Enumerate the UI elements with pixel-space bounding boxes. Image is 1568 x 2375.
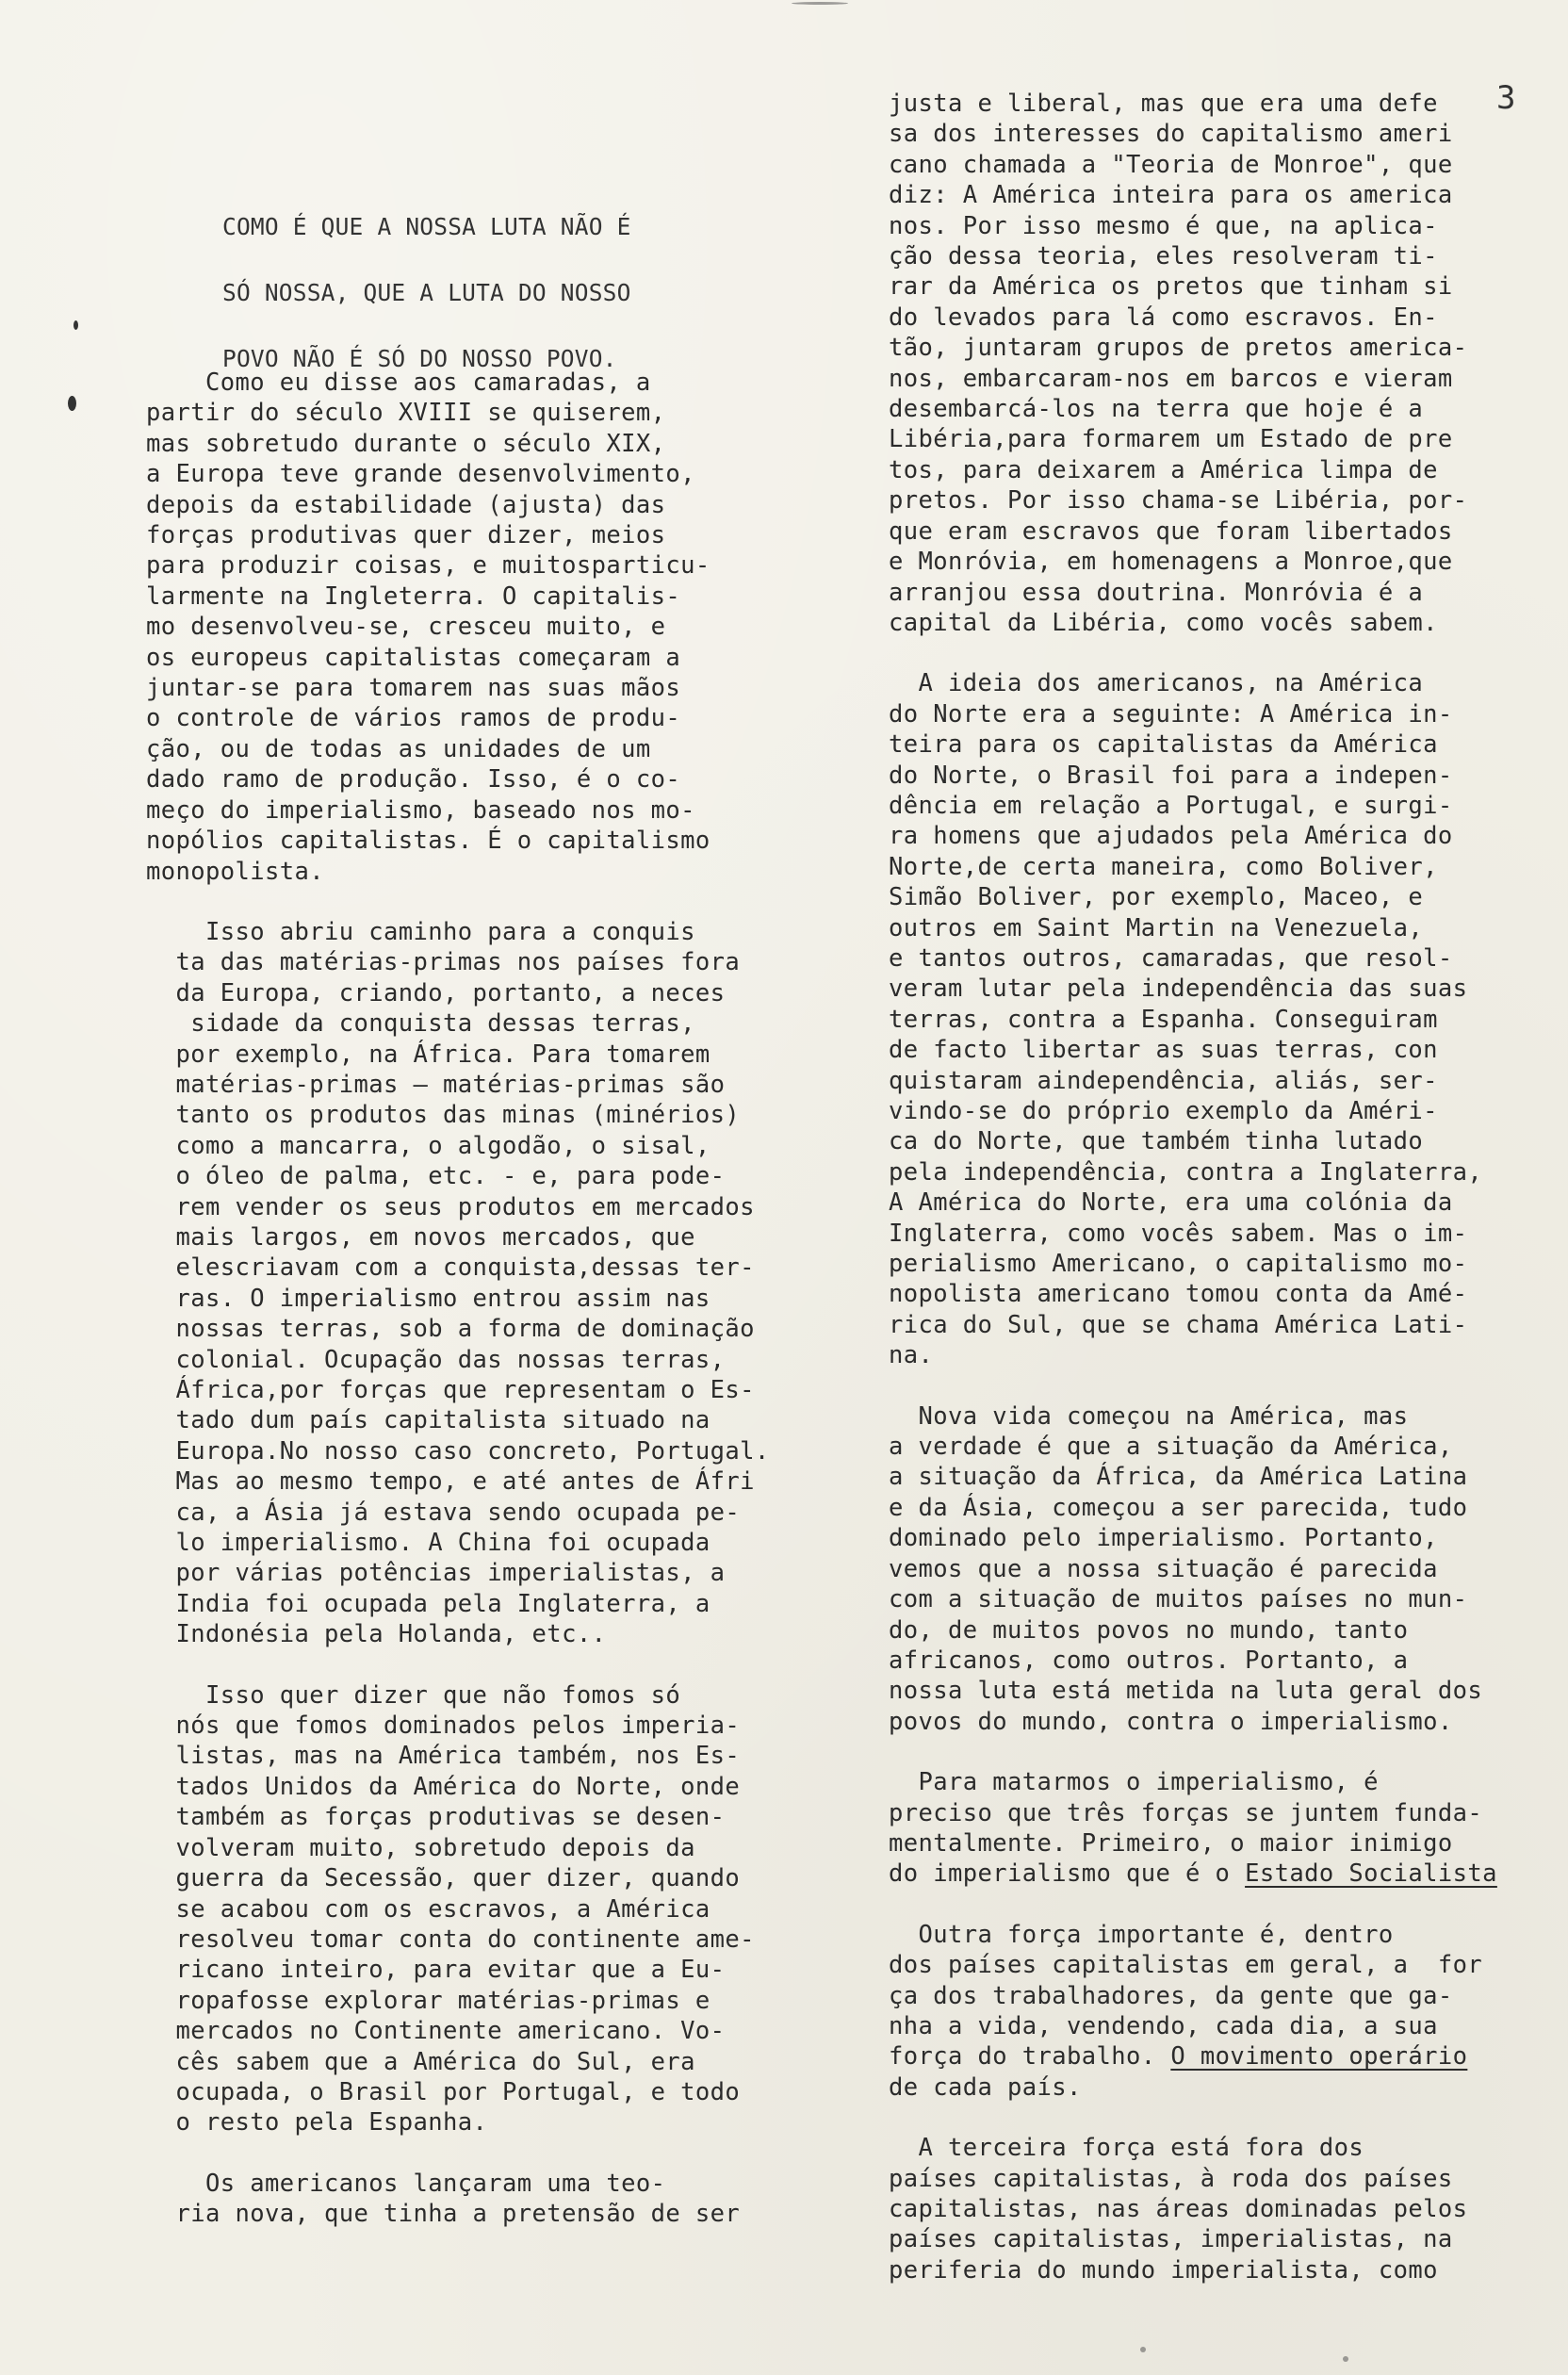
scan-mark [68,396,76,411]
text-line: nos. Por isso mesmo é que, na aplica- [829,211,1438,240]
text-line: ca do Norte, que também tinha lutado [829,1127,1424,1156]
text-line: preciso que três forças se juntem funda- [829,1798,1483,1827]
text-line: arranjou essa doutrina. Monróvia é a [829,578,1424,607]
text-line: tanto os produtos das minas (minérios) [146,1101,741,1130]
paragraph [829,1920,1527,2103]
text-line: tados Unidos da América do Norte, onde [146,1772,741,1801]
text-line: força do trabalho. O movimento operário [829,2042,1468,2072]
text-line: perialismo Americano, o capitalismo mo- [829,1250,1468,1279]
text-line: ocupada, o Brasil por Portugal, e todo [146,2077,741,2106]
text-line: Para matarmos o imperialismo, é [829,1768,1379,1797]
text-line: vemos que a nossa situação é parecida [829,1554,1438,1583]
text-line: guerra da Secessão, quer dizer, quando [146,1864,741,1893]
text-line: Simão Boliver, por exemplo, Maceo, e [829,883,1424,912]
text-line: com a situação de muitos países no mun- [829,1585,1468,1614]
text-line: Como eu disse aos camaradas, a [146,369,651,397]
text-line: ricano inteiro, para evitar que a Eu- [146,1956,726,1985]
text-line: Norte,de certa maneira, como Boliver, [829,852,1438,881]
text-line: cês sabem que a América do Sul, era [146,2047,695,2076]
text-line: listas, mas na América também, nos Es- [146,1742,741,1771]
text-line: forças produtivas quer dizer, meios [146,521,666,550]
text-line: a Europa teve grande desenvolvimento, [146,460,695,489]
text-line: India foi ocupada pela Inglaterra, a [146,1589,710,1618]
text-line: Outra força importante é, dentro [829,1920,1394,1949]
text-line: capitalistas, nas áreas dominadas pelos [829,2195,1468,2223]
text-line: nopolista americano tomou conta da Amé- [829,1280,1468,1309]
text-line: por várias potências imperialistas, a [146,1559,726,1588]
text-line: o óleo de palma, etc. - e, para pode- [146,1162,726,1191]
text-line: por exemplo, na África. Para tomarem [146,1040,710,1069]
text-line: pretos. Por isso chama-se Libéria, por- [829,486,1468,516]
text-line: a situação da África, da América Latina [829,1463,1468,1492]
text-line: monopolista. [146,857,325,886]
paragraph [146,2169,806,2230]
text-line: como a mancarra, o algodão, o sisal, [146,1131,710,1160]
text-line: nossas terras, sob a forma de dominação [146,1315,755,1344]
text-line: mais largos, em novos mercados, que [146,1222,695,1252]
text-line: África,por forças que representam o Es- [146,1376,755,1404]
title-line: POVO NÃO É SÓ DO NOSSO POVO. [222,345,617,372]
paragraph [146,1680,806,2138]
text-line: depois da estabilidade (ajusta) das [146,490,666,519]
text-line: tão, juntaram grupos de pretos america- [829,334,1468,363]
text-line: mas sobretudo durante o século XIX, [146,429,666,458]
text-line: tado dum país capitalista situado na [146,1406,710,1435]
text-line: elescriavam com a conquista,dessas ter- [146,1253,755,1283]
text-line: Isso quer dizer que não fomos só [146,1680,681,1710]
text-line: matérias-primas — matérias-primas são [146,1070,726,1099]
text-line: Isso abriu caminho para a conquis [146,917,695,946]
text-line: meço do imperialismo, baseado nos mo- [146,795,695,825]
paragraph [829,668,1527,1370]
paragraph [146,368,806,887]
text-line: ropafosse explorar matérias-primas e [146,1986,710,2015]
text-line: colonial. Ocupação das nossas terras, [146,1345,726,1374]
text-line: outros em Saint Martin na Venezuela, [829,913,1424,942]
text-line: do Norte era a seguinte: A América in- [829,699,1453,729]
text-line: Libéria,para formarem um Estado de pre [829,425,1453,454]
text-line: volveram muito, sobretudo depois da [146,1833,695,1862]
text-line: quistaram aindependência, aliás, ser- [829,1066,1438,1095]
underlined-phrase: O movimento operário [1170,2042,1468,2072]
text-line: rar da América os pretos que tinham si [829,272,1453,302]
text-line: ras. O imperialismo entrou assim nas [146,1284,710,1313]
text-line: Indonésia pela Holanda, etc.. [146,1620,607,1649]
text-line: rica do Sul, que se chama América Lati- [829,1310,1468,1339]
text-line: ça dos trabalhadores, da gente que ga- [829,1981,1453,2010]
text-line: Nova vida começou na América, mas [829,1401,1409,1431]
page-number: 3 [1496,79,1516,117]
text-line: vindo-se do próprio exemplo da Améri- [829,1097,1438,1125]
text-line: para produzir coisas, e muitosparticu- [146,551,710,581]
text-line: de facto libertar as suas terras, con [829,1036,1438,1065]
text-line: A ideia dos americanos, na América [829,669,1424,698]
text-line: diz: A América inteira para os america [829,181,1453,210]
text-line: mentalmente. Primeiro, o maior inimigo [829,1828,1453,1858]
text-line: e da Ásia, começou a ser parecida, tudo [829,1493,1468,1522]
scan-speck [1140,2347,1146,2352]
text-line: nha a vida, vendendo, cada dia, a sua [829,2011,1438,2040]
text-line: nossa luta está metida na luta geral dos [829,1677,1483,1706]
text-line: também as forças produtivas se desen- [146,1803,726,1832]
text-line: de cada país. [829,2072,1082,2102]
text-line: povos do mundo, contra o imperialismo. [829,1707,1453,1736]
text-line: do Norte, o Brasil foi para a indepen- [829,761,1453,790]
scan-speck [792,2,848,5]
text-line: rem vender os seus produtos em mercados [146,1192,755,1221]
text-line: mo desenvolveu-se, cresceu muito, e [146,613,666,642]
text-line: Inglaterra, como vocês sabem. Mas o im- [829,1219,1468,1248]
text-line: periferia do mundo imperialista, como [829,2255,1438,2285]
text-line: dência em relação a Portugal, e surgi- [829,791,1453,820]
paragraph [146,917,806,1650]
text-line: do levados para lá como escravos. En- [829,303,1438,332]
text-line: capital da Libéria, como vocês sabem. [829,608,1438,637]
text-line: na. [829,1341,934,1370]
text-line: larmente na Ingleterra. O capitalis- [146,581,681,611]
text-line: Os americanos lançaram uma teo- [146,2169,666,2198]
text-line: nopólios capitalistas. É o capitalismo [146,827,710,856]
right-column [829,89,1527,2285]
text-line: o resto pela Espanha. [146,2108,488,2138]
text-line: resolveu tomar conta do continente ame- [146,1925,755,1954]
text-line: da Europa, criando, portanto, a neces [146,978,726,1007]
text-line: veram lutar pela independência das suas [829,975,1468,1004]
text-line: o controle de vários ramos de produ- [146,704,681,733]
text-line: países capitalistas, imperialistas, na [829,2225,1453,2254]
text-line: cano chamada a "Teoria de Monroe", que [829,150,1453,179]
text-line: e Monróvia, em homenagens a Monroe,que [829,548,1453,577]
text-line: do, de muitos povos no mundo, tanto [829,1615,1409,1645]
text-line: lo imperialismo. A China foi ocupada [146,1529,710,1558]
text-line: ção, ou de todas as unidades de um [146,734,651,763]
text-line: teira para os capitalistas da América [829,730,1438,760]
text-line: terras, contra a Espanha. Conseguiram [829,1005,1438,1034]
text-line: justa e liberal, mas que era uma defe [829,90,1438,118]
scan-mark [74,320,78,330]
text-line: ria nova, que tinha a pretensão de ser [146,2200,741,2229]
text-line: juntar-se para tomarem nas suas mãos [146,674,681,703]
text-line: a verdade é que a situação da América, [829,1433,1453,1462]
title-line: SÓ NOSSA, QUE A LUTA DO NOSSO [222,279,631,306]
text-line: tos, para deixarem a América limpa de [829,455,1438,484]
text-line: países capitalistas, à roda dos países [829,2164,1453,2193]
text-line: ra homens que ajudados pela América do [829,822,1453,851]
text-line: nos, embarcaram-nos em barcos e vieram [829,364,1453,393]
text-line: ca, a Ásia já estava sendo ocupada pe- [146,1498,741,1527]
text-line: que eram escravos que foram libertados [829,516,1453,546]
scan-speck [1343,2356,1348,2362]
text-line: A terceira força está fora dos [829,2134,1364,2163]
text-line: dos países capitalistas em geral, a for [829,1951,1483,1980]
text-line: sidade da conquista dessas terras, [146,1009,695,1039]
text-line: dado ramo de produção. Isso, é o co- [146,765,681,794]
text-line: africanos, como outros. Portanto, a [829,1646,1409,1675]
left-column [146,368,806,2230]
text-line: os europeus capitalistas começaram a [146,643,681,672]
text-line: do imperialismo que é o Estado Socialista [829,1859,1497,1889]
text-line: ta das matérias-primas nos países fora [146,948,741,977]
paragraph [829,2133,1527,2285]
title-line: COMO É QUE A NOSSA LUTA NÃO É [222,213,631,240]
text-line: partir do século XVIII se quiserem, [146,399,666,428]
text-line: dominado pelo imperialismo. Portanto, [829,1524,1438,1553]
text-line: sa dos interesses do capitalismo ameri [829,120,1453,149]
paragraph [829,89,1527,638]
text-line: e tantos outros, camaradas, que resol- [829,943,1453,973]
paragraph [829,1767,1527,1890]
text-line: A América do Norte, era uma colónia da [829,1188,1453,1218]
text-line: mercados no Continente americano. Vo- [146,2017,726,2046]
text-line: Mas ao mesmo tempo, e até antes de Áfri [146,1467,755,1497]
text-line: pela independência, contra a Inglaterra, [829,1157,1483,1187]
paragraph [829,1401,1527,1737]
text-line: nós que fomos dominados pelos imperia- [146,1712,741,1741]
text-line: ção dessa teoria, eles resolveram ti- [829,242,1438,271]
text-line: desembarcá-los na terra que hoje é a [829,395,1424,424]
underlined-phrase: Estado Socialista [1245,1859,1497,1889]
text-line: se acabou com os escravos, a América [146,1894,710,1924]
text-line: Europa.No nosso caso concreto, Portugal. [146,1436,770,1466]
